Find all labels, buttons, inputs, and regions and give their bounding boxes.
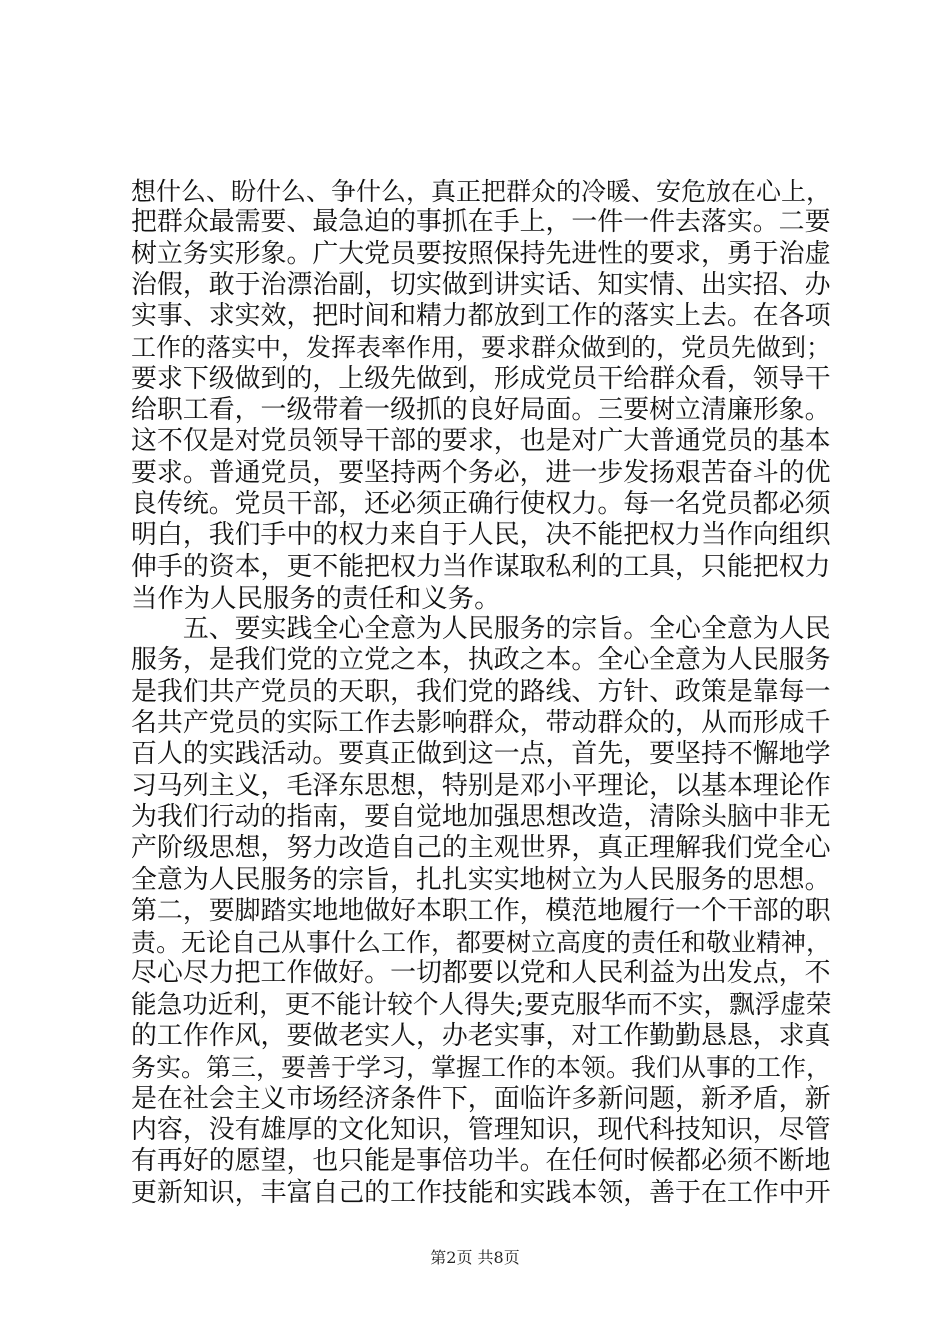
text-line: 务实。第三，要善于学习，掌握工作的本领。我们从事的工作， [131,1053,832,1083]
text-line: 当作为人民服务的责任和义务。 [131,582,501,614]
text-line: 是我们共产党员的天职，我们党的路线、方针、政策是靠每一 [131,676,831,707]
text-line: 良传统。党员干部，还必须正确行使权力。每一名党员都必须 [131,488,831,519]
text-line: 给职工看，一级带着一级抓的良好局面。三要树立清廉形象。 [131,395,831,426]
text-line: 是在社会主义市场经济条件下，面临许多新问题，新矛盾，新 [131,1083,831,1114]
text-line: 名共产党员的实际工作去影响群众，带动群众的，从而形成千 [131,708,831,739]
text-line: 责。无论自己从事什么工作，都要树立高度的责任和敬业精神， [131,928,832,958]
text-line: 服务，是我们党的立党之本，执政之本。全心全意为人民服务 [131,645,831,676]
text-line: 明白，我们手中的权力来自于人民，决不能把权力当作向组织 [131,520,831,551]
text-line: 尽心尽力把工作做好。一切都要以党和人民利益为出发点，不 [131,958,831,989]
page-footer: 第2页 共8页 [430,1248,520,1267]
text-line: 能急功近利，更不能计较个人得失;要克服华而不实，飘浮虚荣 [131,989,832,1020]
text-line: 把群众最需要、最急迫的事抓在手上，一件一件去落实。二要 [131,207,831,238]
text-line: 内容，没有雄厚的文化知识，管理知识，现代科技知识，尽管 [131,1114,831,1145]
text-line: 五、要实践全心全意为人民服务的宗旨。全心全意为人民 [131,614,831,645]
text-line: 实事、求实效，把时间和精力都放到工作的落实上去。在各项 [131,301,831,332]
text-line: 伸手的资本，更不能把权力当作谋取私利的工具，只能把权力 [131,551,831,582]
text-line: 树立务实形象。广大党员要按照保持先进性的要求，勇于治虚 [131,238,831,269]
text-line: 第二，要脚踏实地地做好本职工作，模范地履行一个干部的职 [131,895,831,926]
text-line: 产阶级思想，努力改造自己的主观世界，真正理解我们党全心 [131,833,831,864]
text-line: 习马列主义，毛泽东思想，特别是邓小平理论，以基本理论作 [131,770,831,801]
body-text [131,176,831,1209]
text-line: 的工作作风，要做老实人，办老实事，对工作勤勤恳恳，求真 [131,1021,831,1052]
text-line: 要求。普通党员，要坚持两个务必，进一步发扬艰苦奋斗的优 [131,457,831,488]
text-line: 有再好的愿望，也只能是事倍功半。在任何时候都必须不断地 [131,1146,831,1177]
text-line: 想什么、盼什么、争什么，真正把群众的冷暖、安危放在心上， [131,177,832,206]
text-line: 治假，敢于治漂治副，切实做到讲实话、知实情、出实招、办 [131,269,831,300]
text-line: 全意为人民服务的宗旨，扎扎实实地树立为人民服务的思想。 [131,864,831,895]
text-line: 要求下级做到的，上级先做到，形成党员干给群众看，领导干 [131,363,831,394]
text-line: 百人的实践活动。要真正做到这一点，首先，要坚持不懈地学 [131,739,831,770]
text-line: 工作的落实中，发挥表率作用，要求群众做到的，党员先做到； [131,333,832,363]
text-line: 为我们行动的指南，要自觉地加强思想改造，清除头脑中非无 [131,801,831,832]
text-line: 更新知识，丰富自己的工作技能和实践本领，善于在工作中开 [131,1177,831,1208]
text-line: 这不仅是对党员领导干部的要求，也是对广大普通党员的基本 [131,426,831,457]
